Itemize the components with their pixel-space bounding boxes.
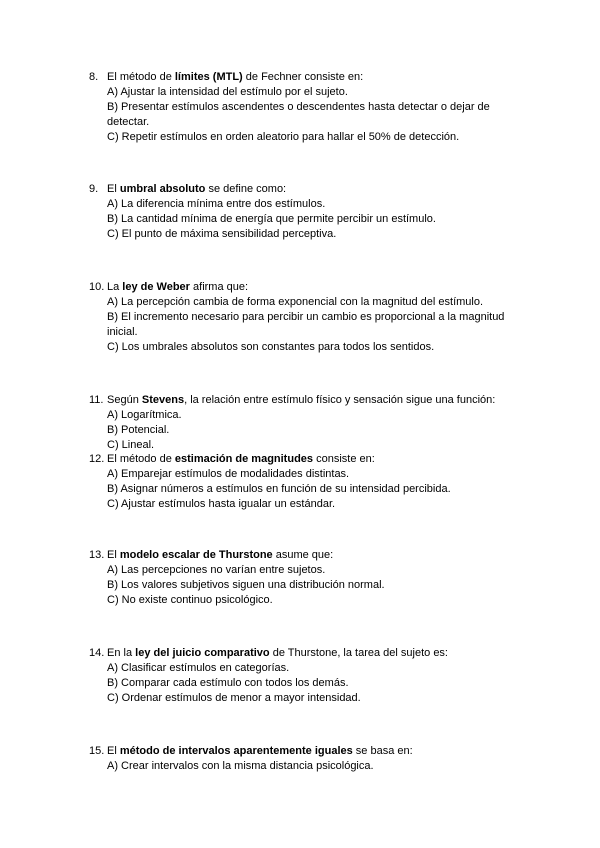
option-c: C) Ajustar estímulos hasta igualar un estándar.: [107, 498, 336, 510]
option-b: B) La cantidad mínima de energía que permite percibir un estímulo.: [107, 213, 436, 225]
option-b: B) Comparar cada estímulo con todos los demás.: [107, 677, 349, 689]
question-number: 12.: [89, 453, 105, 465]
key-term: ley del juicio comparativo: [135, 647, 270, 659]
question-8: [89, 70, 529, 145]
option-a: A) Ajustar la intensidad del estímulo por el sujeto.: [107, 86, 348, 98]
option-c: C) El punto de máxima sensibilidad perceptiva.: [107, 228, 337, 240]
key-term: estimación de magnitudes: [174, 453, 314, 465]
question-number: 11.: [89, 394, 104, 406]
option-b: B) Presentar estímulos ascendentes o descendentes hasta detectar o dejar de detectar.: [107, 101, 490, 128]
option-b: B) El incremento necesario para percibir un cambio es proporcional a la magnitud inicial.: [107, 311, 505, 338]
option-c: C) Ordenar estímulos de menor a mayor intensidad.: [107, 692, 361, 704]
option-a: A) Logarítmica.: [107, 409, 182, 421]
question-14: [89, 646, 529, 706]
answer-options: [89, 467, 529, 512]
question-number: 15.: [89, 745, 105, 757]
question-12: [89, 452, 529, 512]
answer-options: [89, 661, 529, 706]
question-9: [89, 182, 529, 242]
question-stem: 14. En la ley del juicio comparativo de Thurstone, la tarea del sujeto es:: [89, 647, 448, 659]
answer-options: [89, 759, 529, 774]
answer-options: [89, 85, 529, 145]
question-number: 14.: [89, 647, 105, 659]
key-term: método de intervalos aparentemente iguales: [119, 745, 353, 757]
option-b: B) Asignar números a estímulos en función de su intensidad percibida.: [107, 483, 451, 495]
question-number: 10.: [89, 281, 105, 293]
answer-options: [89, 295, 529, 355]
question-stem: 10. La ley de Weber afirma que:: [89, 281, 249, 293]
option-a: A) La percepción cambia de forma exponencial con la magnitud del estímulo.: [107, 296, 484, 308]
question-stem: 11. Según Stevens, la relación entre estímulo físico y sensación sigue una función:: [89, 394, 496, 406]
answer-options: [89, 563, 529, 608]
option-a: A) La diferencia mínima entre dos estímulos.: [107, 198, 326, 210]
answer-options: [89, 197, 529, 242]
option-a: A) Crear intervalos con la misma distancia psicológica.: [107, 760, 374, 772]
option-a: A) Las percepciones no varían entre sujetos.: [107, 564, 326, 576]
question-number: 9.: [89, 183, 99, 195]
question-stem: 8. El método de límites (MTL) de Fechner consiste en:: [89, 71, 364, 83]
key-term: límites (MTL): [174, 71, 243, 83]
option-b: B) Potencial.: [107, 424, 170, 436]
answer-options: [89, 408, 529, 453]
option-a: A) Emparejar estímulos de modalidades distintas.: [107, 468, 350, 480]
question-13: [89, 548, 529, 608]
option-c: C) Los umbrales absolutos son constantes para todos los sentidos.: [107, 341, 435, 353]
question-stem: 15. El método de intervalos aparentemente iguales se basa en:: [89, 745, 413, 757]
question-15: [89, 744, 529, 774]
question-number: 13.: [89, 549, 105, 561]
question-number: 8.: [89, 71, 99, 83]
option-a: A) Clasificar estímulos en categorías.: [107, 662, 290, 674]
question-10: [89, 280, 529, 355]
key-term: modelo escalar de Thurstone: [119, 549, 273, 561]
key-term: umbral absoluto: [119, 183, 206, 195]
option-c: C) No existe continuo psicológico.: [107, 594, 273, 606]
option-b: B) Los valores subjetivos siguen una distribución normal.: [107, 579, 385, 591]
question-11: [89, 393, 529, 453]
question-stem: 13. El modelo escalar de Thurstone asume que:: [89, 549, 334, 561]
question-stem: 12. El método de estimación de magnitudes consiste en:: [89, 453, 375, 465]
key-term: ley de Weber: [122, 281, 190, 293]
key-term: Stevens: [141, 394, 185, 406]
question-stem: 9. El umbral absoluto se define como:: [89, 183, 287, 195]
option-c: C) Lineal.: [107, 439, 155, 451]
option-c: C) Repetir estímulos en orden aleatorio para hallar el 50% de detección.: [107, 131, 460, 143]
